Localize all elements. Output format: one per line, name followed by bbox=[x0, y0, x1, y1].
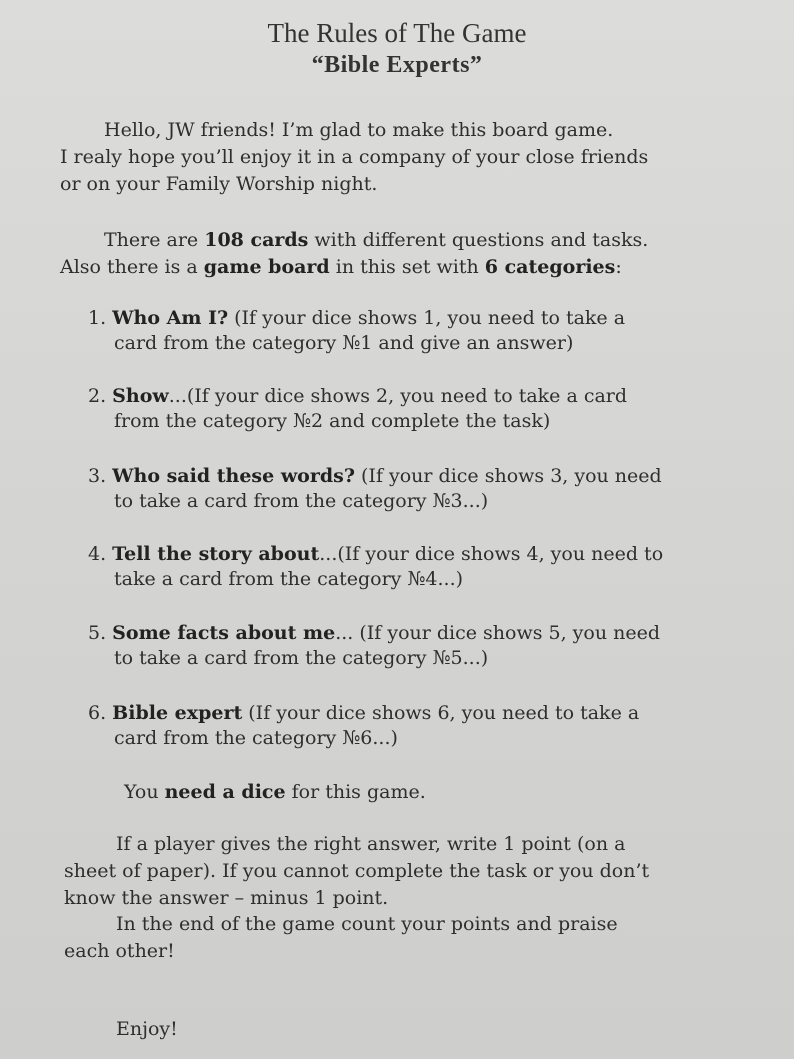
rule-3 bbox=[88, 464, 662, 514]
rule-number: 3. bbox=[88, 465, 113, 487]
rule-text-cont: to take a card from the category №3...) bbox=[114, 490, 489, 512]
rule-4 bbox=[88, 542, 663, 592]
rule-number: 4. bbox=[88, 543, 113, 565]
rule-title: Some facts about me bbox=[112, 622, 336, 644]
board-prefix: Also there is a bbox=[60, 256, 204, 278]
rule-text: (If your dice shows 3, you need bbox=[354, 465, 662, 487]
game-name: “Bible Experts” bbox=[311, 52, 483, 78]
categories-count: 6 categories bbox=[484, 256, 616, 278]
cards-count: 108 cards bbox=[204, 229, 309, 251]
rule-text-cont: card from the category №1 and give an answer) bbox=[114, 332, 574, 354]
cards-prefix: There are bbox=[104, 229, 205, 251]
closing: Enjoy! bbox=[116, 1018, 178, 1040]
dice-suffix: for this game. bbox=[285, 781, 426, 803]
dice-bold: need a dice bbox=[164, 781, 286, 803]
rule-1 bbox=[88, 306, 625, 356]
rule-title: Bible expert bbox=[112, 702, 243, 724]
game-board: game board bbox=[203, 256, 330, 278]
rule-text-cont: take a card from the category №4...) bbox=[114, 568, 464, 590]
rule-text: ...(If your dice shows 2, you need to take a card bbox=[168, 385, 628, 407]
rule-text-cont: card from the category №6...) bbox=[114, 727, 398, 749]
rule-title: Who Am I? bbox=[112, 307, 229, 329]
intro-line-2: I realy hope you’ll enjoy it in a company of your close friends bbox=[60, 146, 649, 168]
ending-line-2: each other! bbox=[64, 940, 175, 962]
dice-line bbox=[124, 779, 426, 805]
intro-line-3: or on your Family Worship night. bbox=[60, 173, 378, 195]
board-mid: in this set with bbox=[329, 256, 485, 278]
scoring-line-3: know the answer – minus 1 point. bbox=[64, 887, 389, 909]
rule-text: (If your dice shows 6, you need to take a bbox=[242, 702, 640, 724]
cards-line-2 bbox=[60, 254, 622, 280]
rule-text: ...(If your dice shows 4, you need to bbox=[319, 543, 664, 565]
cards-line-1 bbox=[104, 227, 648, 253]
rule-number: 5. bbox=[88, 622, 113, 644]
rule-title: Tell the story about bbox=[112, 543, 320, 565]
rule-text-cont: from the category №2 and complete the task) bbox=[114, 410, 551, 432]
document-title: The Rules of The Game bbox=[267, 18, 527, 48]
scoring-line-1: If a player gives the right answer, write 1 point (on a bbox=[116, 833, 626, 855]
rule-2 bbox=[88, 384, 627, 434]
rule-title: Who said these words? bbox=[112, 465, 355, 487]
cards-suffix: with different questions and tasks. bbox=[308, 229, 649, 251]
rule-5 bbox=[88, 621, 660, 671]
rule-title: Show bbox=[112, 385, 169, 407]
ending-line-1: In the end of the game count your points and praise bbox=[116, 913, 618, 935]
rule-number: 6. bbox=[88, 702, 113, 724]
rule-text: ... (If your dice shows 5, you need bbox=[335, 622, 661, 644]
rule-text: (If your dice shows 1, you need to take a bbox=[228, 307, 626, 329]
rule-number: 1. bbox=[88, 307, 113, 329]
intro-line-1: Hello, JW friends! I’m glad to make this board game. bbox=[104, 119, 614, 141]
board-suffix: : bbox=[615, 256, 622, 278]
rule-text-cont: to take a card from the category №5...) bbox=[114, 647, 489, 669]
dice-prefix: You bbox=[124, 781, 165, 803]
rule-6 bbox=[88, 701, 639, 751]
rule-number: 2. bbox=[88, 385, 113, 407]
scoring-line-2: sheet of paper). If you cannot complete the task or you don’t bbox=[64, 860, 650, 882]
